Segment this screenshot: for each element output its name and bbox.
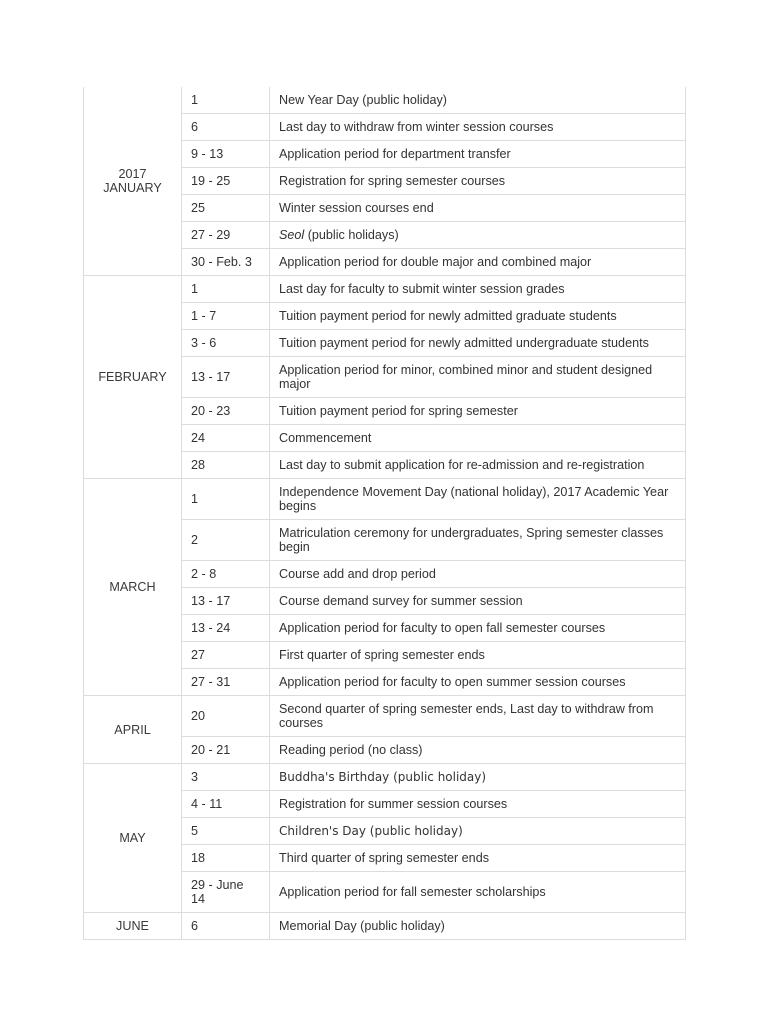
- event-cell: Matriculation ceremony for undergraduates, Spring semester classes begin: [270, 520, 686, 561]
- month-cell-january: [84, 87, 182, 276]
- date-cell: 2: [182, 520, 270, 561]
- date-cell: 20 - 21: [182, 737, 270, 764]
- date-cell: 1 - 7: [182, 303, 270, 330]
- academic-calendar-table: [83, 87, 686, 940]
- date-cell: 1: [182, 276, 270, 303]
- event-cell: [270, 222, 686, 249]
- month-cell-march: [84, 479, 182, 696]
- date-cell: 4 - 11: [182, 791, 270, 818]
- date-cell: 13 - 17: [182, 357, 270, 398]
- date-cell: 30 - Feb. 3: [182, 249, 270, 276]
- date-cell: 1: [182, 87, 270, 114]
- date-cell: 27 - 29: [182, 222, 270, 249]
- date-cell: 3: [182, 764, 270, 791]
- date-cell: 1: [182, 479, 270, 520]
- event-cell: Registration for summer session courses: [270, 791, 686, 818]
- event-cell: First quarter of spring semester ends: [270, 642, 686, 669]
- date-cell: 18: [182, 845, 270, 872]
- table-row: [84, 696, 686, 737]
- event-cell: Application period for faculty to open summer session courses: [270, 669, 686, 696]
- date-cell: 13 - 17: [182, 588, 270, 615]
- date-cell: 2 - 8: [182, 561, 270, 588]
- table-row: [84, 764, 686, 791]
- event-cell: Independence Movement Day (national holiday), 2017 Academic Year begins: [270, 479, 686, 520]
- month-label: MARCH: [109, 580, 156, 594]
- date-cell: 19 - 25: [182, 168, 270, 195]
- event-cell: Course demand survey for summer session: [270, 588, 686, 615]
- event-cell: Application period for fall semester scholarships: [270, 872, 686, 913]
- month-label: 2017 JANUARY: [103, 167, 162, 195]
- date-cell: 6: [182, 114, 270, 141]
- event-cell: Registration for spring semester courses: [270, 168, 686, 195]
- month-label: MAY: [119, 831, 146, 845]
- table-row: [84, 276, 686, 303]
- month-cell-june: [84, 913, 182, 940]
- event-cell: Second quarter of spring semester ends, Last day to withdraw from courses: [270, 696, 686, 737]
- event-cell: Third quarter of spring semester ends: [270, 845, 686, 872]
- date-cell: 9 - 13: [182, 141, 270, 168]
- month-cell-may: [84, 764, 182, 913]
- date-cell: 27 - 31: [182, 669, 270, 696]
- date-cell: 20: [182, 696, 270, 737]
- date-cell: 28: [182, 452, 270, 479]
- date-cell: 27: [182, 642, 270, 669]
- event-cell: Commencement: [270, 425, 686, 452]
- event-cell: Application period for minor, combined minor and student designed major: [270, 357, 686, 398]
- month-label: FEBRUARY: [98, 370, 167, 384]
- date-cell: 3 - 6: [182, 330, 270, 357]
- event-cell: Last day for faculty to submit winter session grades: [270, 276, 686, 303]
- event-cell: Children's Day (public holiday): [270, 818, 686, 845]
- event-cell: Application period for department transfer: [270, 141, 686, 168]
- event-text: (public holidays): [304, 228, 399, 242]
- month-label: APRIL: [114, 722, 151, 737]
- event-cell: Application period for faculty to open fall semester courses: [270, 615, 686, 642]
- date-cell: 25: [182, 195, 270, 222]
- month-label: JUNE: [116, 919, 149, 933]
- event-cell: Last day to submit application for re-admission and re-registration: [270, 452, 686, 479]
- date-cell: 6: [182, 913, 270, 940]
- date-cell: 13 - 24: [182, 615, 270, 642]
- month-cell-february: [84, 276, 182, 479]
- date-cell: 20 - 23: [182, 398, 270, 425]
- table-row: [84, 913, 686, 940]
- month-cell-april: [84, 696, 182, 764]
- date-cell: 29 - June 14: [182, 872, 270, 913]
- event-cell: Application period for double major and combined major: [270, 249, 686, 276]
- event-cell: Reading period (no class): [270, 737, 686, 764]
- date-cell: 5: [182, 818, 270, 845]
- date-cell: 24: [182, 425, 270, 452]
- event-cell: Winter session courses end: [270, 195, 686, 222]
- table-row: [84, 479, 686, 520]
- event-cell: Last day to withdraw from winter session courses: [270, 114, 686, 141]
- event-cell: Tuition payment period for spring semester: [270, 398, 686, 425]
- event-cell: Buddha's Birthday (public holiday): [270, 764, 686, 791]
- event-cell: Course add and drop period: [270, 561, 686, 588]
- event-cell: Memorial Day (public holiday): [270, 913, 686, 940]
- table-row: [84, 87, 686, 114]
- event-italic-term: Seol: [279, 228, 305, 242]
- event-cell: New Year Day (public holiday): [270, 87, 686, 114]
- event-cell: Tuition payment period for newly admitted undergraduate students: [270, 330, 686, 357]
- event-cell: Tuition payment period for newly admitted graduate students: [270, 303, 686, 330]
